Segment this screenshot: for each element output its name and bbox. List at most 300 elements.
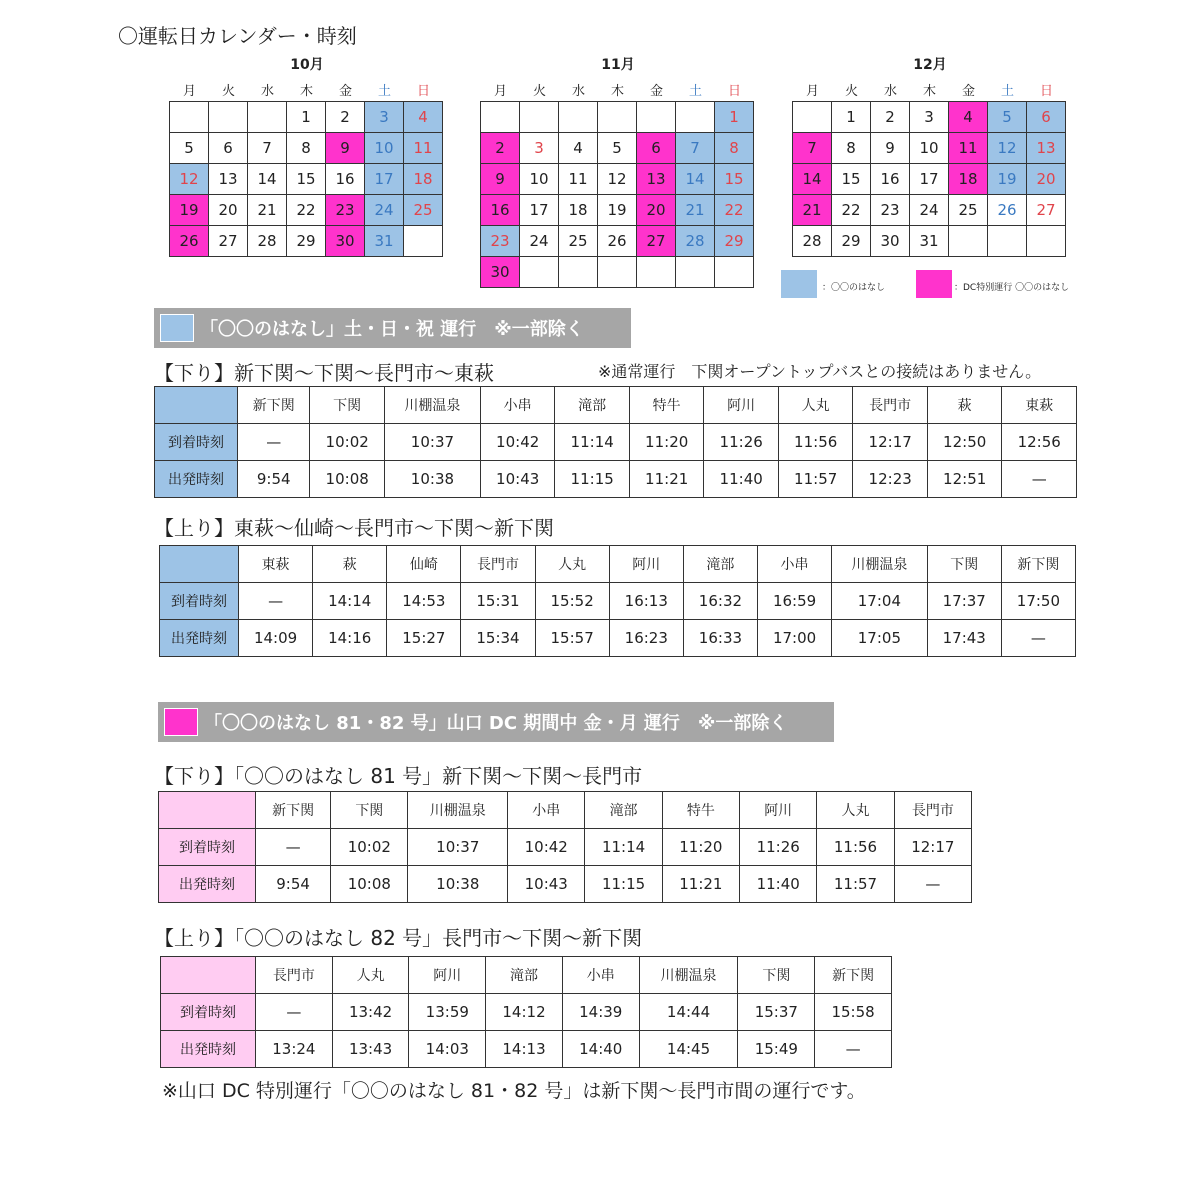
time-cell: 11:14: [585, 829, 662, 866]
row-label-cell: 出発時刻: [155, 461, 238, 498]
row-label-cell: 出発時刻: [159, 866, 256, 903]
calendar-week-row: [481, 164, 754, 195]
calendar-day-cell: 7: [248, 133, 287, 164]
calendar-day-cell: [715, 257, 754, 288]
time-cell: 10:37: [384, 424, 480, 461]
time-cell: —: [256, 829, 331, 866]
calendar-day-cell: 29: [832, 226, 871, 257]
section1-swatch: [160, 314, 194, 342]
time-cell: 16:59: [757, 583, 831, 620]
section2-footnote: ※山口 DC 特別運行「〇〇のはなし 81・82 号」は新下関〜長門市間の運行です。: [162, 1080, 866, 1102]
calendar-day-cell: 17: [365, 164, 404, 195]
time-cell: 11:56: [778, 424, 853, 461]
station-header-cell: 阿川: [740, 792, 817, 829]
timetable-header-row: [155, 387, 1077, 424]
time-cell: 11:20: [662, 829, 739, 866]
calendar-day-cell: 19: [598, 195, 637, 226]
time-cell: 11:56: [817, 829, 894, 866]
time-cell: 10:43: [480, 461, 555, 498]
calendar-day-cell: 11: [949, 133, 988, 164]
calendar-day-cell: 4: [559, 133, 598, 164]
time-cell: 10:42: [480, 424, 555, 461]
calendar-day-cell: 9: [481, 164, 520, 195]
calendar-day-cell: 29: [287, 226, 326, 257]
calendar-day-cell: 26: [170, 226, 209, 257]
calendar-day-cell: 21: [793, 195, 832, 226]
timetable-row: [160, 583, 1076, 620]
calendar-day-cell: 23: [871, 195, 910, 226]
legend-swatch-pink: [916, 270, 952, 298]
calendar-november-title: 11月: [601, 57, 635, 73]
calendar-day-cell: 25: [559, 226, 598, 257]
calendar-day-cell: [481, 102, 520, 133]
time-cell: 13:24: [256, 1031, 333, 1068]
station-header-cell: 萩: [927, 387, 1002, 424]
timetable-corner-cell: [161, 957, 256, 994]
calendar-day-cell: [598, 257, 637, 288]
weekday-thu: 木: [922, 84, 936, 99]
calendar-week-row: [481, 133, 754, 164]
station-header-cell: 下関: [738, 957, 815, 994]
time-cell: 16:13: [609, 583, 683, 620]
time-cell: —: [239, 583, 313, 620]
time-cell: 17:43: [927, 620, 1001, 657]
station-header-cell: 人丸: [778, 387, 853, 424]
calendar-day-cell: 22: [287, 195, 326, 226]
time-cell: 17:50: [1001, 583, 1075, 620]
calendar-day-cell: 18: [404, 164, 443, 195]
time-cell: 11:40: [704, 461, 779, 498]
calendar-day-cell: [559, 102, 598, 133]
calendar-day-cell: 14: [793, 164, 832, 195]
timetable-row: [159, 866, 972, 903]
calendar-day-cell: 2: [481, 133, 520, 164]
calendar-day-cell: 11: [404, 133, 443, 164]
calendar-day-cell: 23: [326, 195, 365, 226]
station-header-cell: 小串: [508, 792, 585, 829]
calendar-day-cell: 14: [248, 164, 287, 195]
calendar-day-cell: [404, 226, 443, 257]
station-header-cell: 新下関: [815, 957, 892, 994]
station-header-cell: 下関: [331, 792, 408, 829]
weekday-fri: 金: [961, 84, 975, 99]
calendar-october-title: 10月: [290, 57, 324, 73]
calendar-december-weekdays: [793, 80, 1067, 99]
station-header-cell: 川棚温泉: [384, 387, 480, 424]
calendar-day-cell: 16: [871, 164, 910, 195]
station-header-cell: 長門市: [461, 546, 535, 583]
time-cell: 11:21: [662, 866, 739, 903]
section2-up-timetable: [160, 956, 892, 1068]
calendar-day-cell: 21: [248, 195, 287, 226]
weekday-mon: 月: [182, 84, 196, 99]
time-cell: 10:38: [408, 866, 508, 903]
calendar-day-cell: 15: [715, 164, 754, 195]
station-header-cell: 特牛: [662, 792, 739, 829]
calendar-day-cell: 26: [598, 226, 637, 257]
calendar-day-cell: [1027, 226, 1066, 257]
calendar-day-cell: 27: [637, 226, 676, 257]
station-header-cell: 小串: [757, 546, 831, 583]
calendar-day-cell: [520, 257, 559, 288]
station-header-cell: 小串: [562, 957, 639, 994]
calendar-november-weekdays: [481, 80, 755, 99]
station-header-cell: 人丸: [817, 792, 894, 829]
time-cell: 14:12: [486, 994, 563, 1031]
station-header-cell: 仙崎: [387, 546, 461, 583]
time-cell: —: [894, 866, 971, 903]
calendar-day-cell: 11: [559, 164, 598, 195]
time-cell: 15:34: [461, 620, 535, 657]
calendar-day-cell: 3: [365, 102, 404, 133]
calendar-day-cell: 5: [170, 133, 209, 164]
calendar-day-cell: 22: [715, 195, 754, 226]
station-header-cell: 滝部: [555, 387, 630, 424]
station-header-cell: 川棚温泉: [639, 957, 738, 994]
calendar-day-cell: [793, 102, 832, 133]
calendar-day-cell: [988, 226, 1027, 257]
time-cell: 13:59: [409, 994, 486, 1031]
weekday-wed: 水: [883, 84, 897, 99]
calendar-week-row: [481, 102, 754, 133]
weekday-mon: 月: [493, 84, 507, 99]
calendar-day-cell: 9: [326, 133, 365, 164]
calendar-day-cell: 30: [326, 226, 365, 257]
section1-down-timetable: [154, 386, 1077, 498]
calendar-day-cell: 6: [1027, 102, 1066, 133]
calendar-day-cell: [559, 257, 598, 288]
time-cell: 15:37: [738, 994, 815, 1031]
weekday-mon: 月: [805, 84, 819, 99]
time-cell: 12:56: [1002, 424, 1077, 461]
calendar-day-cell: [949, 226, 988, 257]
weekday-sun: 日: [727, 84, 741, 99]
calendar-week-row: [793, 226, 1066, 257]
section1-banner-text: 「〇〇のはなし」土・日・祝 運行 ※一部除く: [200, 319, 584, 340]
row-label-cell: 到着時刻: [160, 583, 239, 620]
time-cell: 14:53: [387, 583, 461, 620]
calendar-day-cell: 17: [910, 164, 949, 195]
station-header-cell: 阿川: [609, 546, 683, 583]
calendar-day-cell: 24: [910, 195, 949, 226]
timetable-corner-cell: [155, 387, 238, 424]
weekday-tue: 火: [844, 84, 858, 99]
calendar-november-grid: [480, 101, 754, 288]
station-header-cell: 新下関: [256, 792, 331, 829]
calendar-day-cell: 2: [871, 102, 910, 133]
time-cell: 14:39: [562, 994, 639, 1031]
calendar-week-row: [170, 226, 443, 257]
calendar-day-cell: 16: [481, 195, 520, 226]
calendar-week-row: [481, 226, 754, 257]
time-cell: —: [238, 424, 310, 461]
calendar-week-row: [793, 195, 1066, 226]
calendar-day-cell: 17: [520, 195, 559, 226]
calendar-day-cell: 26: [988, 195, 1027, 226]
time-cell: 12:17: [894, 829, 971, 866]
calendar-day-cell: 12: [598, 164, 637, 195]
timetable-header-row: [160, 546, 1076, 583]
calendar-day-cell: 13: [209, 164, 248, 195]
time-cell: 10:02: [331, 829, 408, 866]
calendar-day-cell: 1: [715, 102, 754, 133]
section1-down-note: ※通常運行 下関オープントップバスとの接続はありません。: [598, 362, 1042, 381]
section1-up-title: 【上り】東萩〜仙崎〜長門市〜下関〜新下関: [154, 516, 554, 540]
calendar-week-row: [481, 257, 754, 288]
calendar-day-cell: 4: [949, 102, 988, 133]
time-cell: 16:32: [683, 583, 757, 620]
calendar-day-cell: 27: [1027, 195, 1066, 226]
time-cell: 12:17: [853, 424, 928, 461]
weekday-sat: 土: [688, 84, 702, 99]
station-header-cell: 東萩: [1002, 387, 1077, 424]
station-header-cell: 特牛: [629, 387, 704, 424]
timetable-row: [161, 994, 892, 1031]
calendar-day-cell: 20: [637, 195, 676, 226]
calendar-day-cell: 8: [832, 133, 871, 164]
calendar-day-cell: [676, 102, 715, 133]
weekday-wed: 水: [260, 84, 274, 99]
time-cell: 14:14: [313, 583, 387, 620]
calendar-day-cell: 14: [676, 164, 715, 195]
time-cell: 11:26: [704, 424, 779, 461]
station-header-cell: 下関: [927, 546, 1001, 583]
timetable-row: [155, 461, 1077, 498]
station-header-cell: 滝部: [683, 546, 757, 583]
calendar-day-cell: 21: [676, 195, 715, 226]
calendar-day-cell: 2: [326, 102, 365, 133]
time-cell: 11:57: [817, 866, 894, 903]
calendar-day-cell: 20: [209, 195, 248, 226]
row-label-cell: 到着時刻: [155, 424, 238, 461]
weekday-fri: 金: [338, 84, 352, 99]
section2-banner-text: 「〇〇のはなし 81・82 号」山口 DC 期間中 金・月 運行 ※一部除く: [204, 713, 788, 734]
calendar-day-cell: 24: [520, 226, 559, 257]
calendar-day-cell: 3: [910, 102, 949, 133]
legend-swatch-blue: [781, 270, 817, 298]
calendar-day-cell: 18: [559, 195, 598, 226]
time-cell: 14:03: [409, 1031, 486, 1068]
time-cell: 15:27: [387, 620, 461, 657]
calendar-day-cell: 6: [209, 133, 248, 164]
section2-down-title: 【下り】「〇〇のはなし 81 号」新下関〜下関〜長門市: [154, 764, 643, 788]
legend-text-regular: ：〇〇のはなし: [822, 283, 886, 293]
calendar-day-cell: [637, 102, 676, 133]
timetable-row: [159, 829, 972, 866]
calendar-day-cell: 8: [715, 133, 754, 164]
section1-up-timetable: [159, 545, 1076, 657]
calendar-december-title: 12月: [913, 57, 947, 73]
station-header-cell: 人丸: [332, 957, 409, 994]
calendar-day-cell: 7: [793, 133, 832, 164]
station-header-cell: 長門市: [894, 792, 971, 829]
calendar-week-row: [481, 195, 754, 226]
station-header-cell: 下関: [310, 387, 385, 424]
calendar-day-cell: 20: [1027, 164, 1066, 195]
calendar-day-cell: 24: [365, 195, 404, 226]
time-cell: 16:33: [683, 620, 757, 657]
calendar-day-cell: 23: [481, 226, 520, 257]
page-title: 〇運転日カレンダー・時刻: [118, 24, 357, 48]
time-cell: 14:16: [313, 620, 387, 657]
timetable-header-row: [161, 957, 892, 994]
weekday-sat: 土: [1000, 84, 1014, 99]
station-header-cell: 新下関: [238, 387, 310, 424]
calendar-day-cell: 27: [209, 226, 248, 257]
calendar-day-cell: 19: [988, 164, 1027, 195]
calendar-day-cell: 29: [715, 226, 754, 257]
weekday-sun: 日: [1039, 84, 1053, 99]
calendar-day-cell: 12: [170, 164, 209, 195]
weekday-tue: 火: [532, 84, 546, 99]
weekday-thu: 木: [299, 84, 313, 99]
station-header-cell: 萩: [313, 546, 387, 583]
time-cell: 12:50: [927, 424, 1002, 461]
calendar-day-cell: 13: [1027, 133, 1066, 164]
time-cell: 12:23: [853, 461, 928, 498]
section2-up-title: 【上り】「〇〇のはなし 82 号」長門市〜下関〜新下関: [154, 926, 643, 950]
time-cell: —: [256, 994, 333, 1031]
calendar-october-grid: [169, 101, 443, 257]
calendar-day-cell: 30: [481, 257, 520, 288]
weekday-sat: 土: [377, 84, 391, 99]
time-cell: 15:52: [535, 583, 609, 620]
time-cell: 11:40: [740, 866, 817, 903]
calendar-day-cell: 1: [287, 102, 326, 133]
calendar-week-row: [793, 164, 1066, 195]
station-header-cell: 滝部: [486, 957, 563, 994]
calendar-day-cell: [520, 102, 559, 133]
calendar-day-cell: [170, 102, 209, 133]
time-cell: 10:43: [508, 866, 585, 903]
time-cell: 13:42: [332, 994, 409, 1031]
time-cell: 11:14: [555, 424, 630, 461]
time-cell: 10:02: [310, 424, 385, 461]
weekday-fri: 金: [649, 84, 663, 99]
station-header-cell: 長門市: [853, 387, 928, 424]
timetable-header-row: [159, 792, 972, 829]
weekday-sun: 日: [416, 84, 430, 99]
calendar-day-cell: 9: [871, 133, 910, 164]
time-cell: 11:15: [585, 866, 662, 903]
time-cell: 15:31: [461, 583, 535, 620]
calendar-week-row: [170, 133, 443, 164]
row-label-cell: 出発時刻: [160, 620, 239, 657]
time-cell: —: [1002, 461, 1077, 498]
calendar-day-cell: 15: [832, 164, 871, 195]
weekday-thu: 木: [610, 84, 624, 99]
calendar-day-cell: 22: [832, 195, 871, 226]
calendar-day-cell: 31: [910, 226, 949, 257]
calendar-day-cell: 30: [871, 226, 910, 257]
calendar-day-cell: 7: [676, 133, 715, 164]
station-header-cell: 人丸: [535, 546, 609, 583]
weekday-tue: 火: [221, 84, 235, 99]
calendar-day-cell: 5: [598, 133, 637, 164]
time-cell: 11:20: [629, 424, 704, 461]
time-cell: 10:38: [384, 461, 480, 498]
station-header-cell: 新下関: [1001, 546, 1075, 583]
calendar-december-grid: [792, 101, 1066, 257]
time-cell: 11:21: [629, 461, 704, 498]
calendar-day-cell: [248, 102, 287, 133]
row-label-cell: 到着時刻: [159, 829, 256, 866]
time-cell: 17:00: [757, 620, 831, 657]
timetable-row: [160, 620, 1076, 657]
time-cell: 11:57: [778, 461, 853, 498]
time-cell: —: [1001, 620, 1075, 657]
calendar-day-cell: [598, 102, 637, 133]
time-cell: 15:49: [738, 1031, 815, 1068]
station-header-cell: 滝部: [585, 792, 662, 829]
weekday-wed: 水: [571, 84, 585, 99]
calendar-day-cell: 5: [988, 102, 1027, 133]
calendar-day-cell: 28: [793, 226, 832, 257]
time-cell: 15:57: [535, 620, 609, 657]
station-header-cell: 長門市: [256, 957, 333, 994]
time-cell: 14:45: [639, 1031, 738, 1068]
time-cell: 9:54: [256, 866, 331, 903]
time-cell: 14:44: [639, 994, 738, 1031]
section2-swatch: [164, 708, 198, 736]
calendar-day-cell: 1: [832, 102, 871, 133]
row-label-cell: 到着時刻: [161, 994, 256, 1031]
section1-down-title: 【下り】新下関〜下関〜長門市〜東萩: [154, 361, 494, 385]
calendar-day-cell: 3: [520, 133, 559, 164]
calendar-week-row: [793, 133, 1066, 164]
calendar-day-cell: 13: [637, 164, 676, 195]
calendar-week-row: [793, 102, 1066, 133]
time-cell: 14:40: [562, 1031, 639, 1068]
calendar-day-cell: 10: [520, 164, 559, 195]
section2-banner: [158, 702, 834, 742]
calendar-week-row: [170, 102, 443, 133]
calendar-day-cell: [209, 102, 248, 133]
calendar-day-cell: 15: [287, 164, 326, 195]
station-header-cell: 川棚温泉: [832, 546, 928, 583]
time-cell: 17:04: [832, 583, 928, 620]
station-header-cell: 川棚温泉: [408, 792, 508, 829]
calendar-day-cell: [637, 257, 676, 288]
calendar-day-cell: [676, 257, 715, 288]
calendar-day-cell: 31: [365, 226, 404, 257]
time-cell: 17:37: [927, 583, 1001, 620]
time-cell: 14:13: [486, 1031, 563, 1068]
station-header-cell: 東萩: [239, 546, 313, 583]
section2-down-timetable: [158, 791, 972, 903]
time-cell: 10:08: [310, 461, 385, 498]
timetable-row: [155, 424, 1077, 461]
timetable-corner-cell: [160, 546, 239, 583]
time-cell: 11:26: [740, 829, 817, 866]
station-header-cell: 阿川: [409, 957, 486, 994]
time-cell: 10:37: [408, 829, 508, 866]
calendar-day-cell: 6: [637, 133, 676, 164]
calendar-day-cell: 18: [949, 164, 988, 195]
time-cell: 9:54: [238, 461, 310, 498]
section1-banner: [154, 308, 631, 348]
timetable-row: [161, 1031, 892, 1068]
calendar-week-row: [170, 195, 443, 226]
calendar-day-cell: 12: [988, 133, 1027, 164]
row-label-cell: 出発時刻: [161, 1031, 256, 1068]
calendar-week-row: [170, 164, 443, 195]
calendar-day-cell: 25: [949, 195, 988, 226]
time-cell: 17:05: [832, 620, 928, 657]
calendar-october-weekdays: [170, 80, 444, 99]
calendar-day-cell: 8: [287, 133, 326, 164]
legend-text-dc: ：DC特別運行 〇〇のはなし: [954, 283, 1070, 293]
